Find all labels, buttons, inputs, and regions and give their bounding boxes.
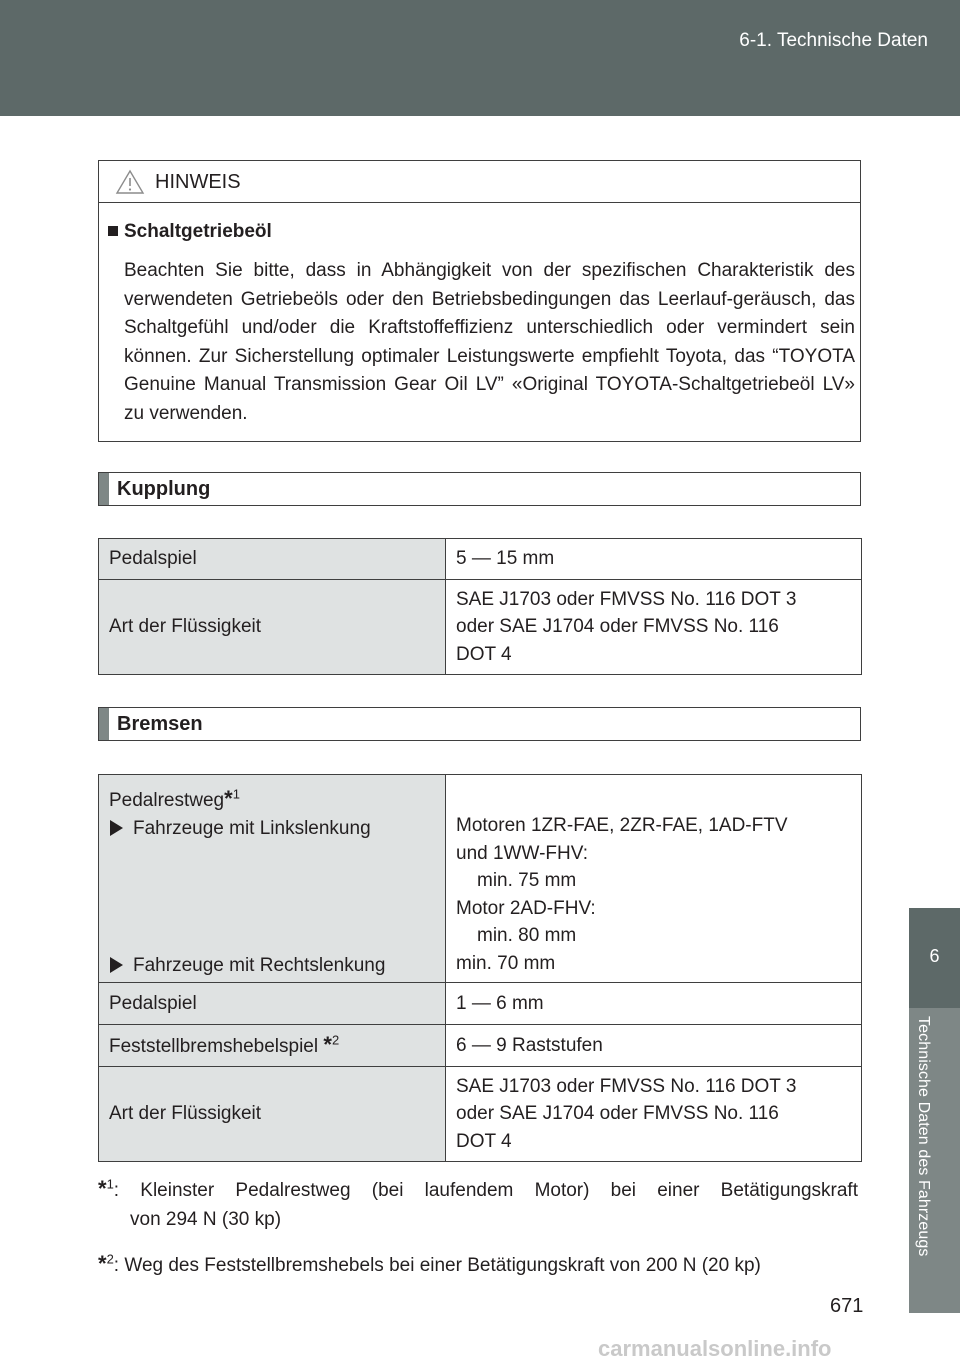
- row-label: Art der Flüssigkeit: [99, 580, 446, 675]
- footnote-number: 1: [106, 1176, 114, 1192]
- footnote-1: [98, 1175, 858, 1234]
- row-value: [446, 1067, 862, 1162]
- value-line: min. 75 mm: [477, 870, 577, 891]
- row-value: 6 — 9 Raststufen: [446, 1025, 862, 1067]
- value-line: SAE J1703 oder FMVSS No. 116 DOT 3: [456, 1075, 797, 1097]
- restweg-label-text: Pedalrestweg: [109, 790, 225, 811]
- table-row: [99, 1067, 862, 1162]
- heading-bar: [99, 473, 109, 505]
- footnote-star: *: [224, 786, 233, 811]
- footnote-ref: 2: [331, 1032, 340, 1048]
- hinweis-subheading: [108, 221, 272, 243]
- value-line: SAE J1703 oder FMVSS No. 116 DOT 3: [456, 588, 797, 610]
- warning-triangle-icon: [115, 169, 145, 195]
- value-line: Motoren 1ZR-FAE, 2ZR-FAE, 1AD-FTV: [456, 815, 788, 836]
- hinweis-box: [98, 160, 861, 442]
- chapter-strip: [909, 1008, 960, 1313]
- arrow-right-icon: [110, 820, 123, 836]
- right-hand-text: Fahrzeuge mit Rechtslenkung: [133, 955, 386, 976]
- table-row: [99, 775, 862, 983]
- bremsen-table: [98, 774, 862, 1162]
- feststell-label-text: Feststellbremshebelspiel: [109, 1035, 324, 1057]
- value-line: min. 70 mm: [456, 952, 556, 974]
- row-label: Pedalspiel: [99, 539, 446, 580]
- footnote-star: *: [98, 1251, 107, 1276]
- hinweis-title: HINWEIS: [155, 171, 241, 193]
- watermark: carmanualsonline.info: [598, 1336, 832, 1361]
- row-label: Art der Flüssigkeit: [99, 1067, 446, 1162]
- row-label: [99, 1025, 446, 1067]
- footnote-1-continuation: von 294 N (30 kp): [130, 1208, 282, 1230]
- left-hand-text: Fahrzeuge mit Linkslenkung: [133, 817, 371, 839]
- heading-kupplung: [98, 472, 861, 506]
- kupplung-table: [98, 538, 862, 675]
- row-value: [446, 580, 862, 675]
- footnote-1-line: [98, 1175, 858, 1206]
- page-header: [0, 0, 960, 116]
- footnote-1-text: : Kleinster Pedalrestweg (bei laufendem Motor) bei einer Betätigungskraft: [113, 1180, 858, 1201]
- table-row: [99, 1025, 862, 1067]
- footnote-2-text: : Weg des Feststellbremshebels bei einer Betätigungskraft von 200 N (20 kp): [113, 1255, 761, 1276]
- value-line: min. 80 mm: [477, 925, 577, 946]
- footnote-star: *: [323, 1031, 332, 1057]
- row-value: [446, 775, 862, 983]
- footnote-number: 2: [106, 1251, 114, 1267]
- value-line: DOT 4: [456, 1130, 512, 1152]
- heading-kupplung-text: Kupplung: [117, 478, 211, 500]
- bullet-square-icon: [108, 226, 118, 236]
- hinweis-subheading-text: Schaltgetriebeöl: [124, 221, 272, 242]
- heading-bar: [99, 708, 109, 740]
- hinweis-body: Beachten Sie bitte, dass in Abhängigkeit von der spezifischen Charakteristik des verwendeten Getriebeöls oder den Betriebsbedingungen das Leerlauf-geräusch, das Schaltgefühl und/oder die Kraftstoffeffizienz unterschiedlich oder vermindert sein können. Zur Sicherstellung optimaler Leistungswerte empfiehlt Toyota, das “TOYOTA Genuine Manual Transmission Gear Oil LV” «Original TOYOTA-Schaltgetriebeöl LV» zu verwenden.: [124, 260, 855, 424]
- table-row: [99, 580, 862, 675]
- value-line: oder SAE J1704 oder FMVSS No. 116: [456, 616, 779, 638]
- hinweis-header: [99, 161, 860, 203]
- left-hand-drive: [109, 815, 435, 843]
- restweg-label: [109, 785, 435, 815]
- table-row: [99, 983, 862, 1025]
- footnote-star: *: [98, 1176, 107, 1201]
- row-label: [99, 775, 446, 983]
- chapter-number: 6: [929, 946, 940, 966]
- value-line: und 1WW-FHV:: [456, 842, 588, 864]
- row-label: Pedalspiel: [99, 983, 446, 1025]
- page-number: 671: [830, 1295, 864, 1317]
- row-value: 5 — 15 mm: [446, 539, 862, 580]
- chapter-label: Technische Daten des Fahrzeugs: [915, 1016, 932, 1257]
- value-line: oder SAE J1704 oder FMVSS No. 116: [456, 1103, 779, 1125]
- footnote-ref: 1: [232, 786, 240, 802]
- arrow-right-icon: [110, 957, 123, 973]
- table-row: [99, 539, 862, 580]
- section-title: 6-1. Technische Daten: [739, 30, 928, 51]
- heading-bremsen: [98, 707, 861, 741]
- value-line: Motor 2AD-FHV:: [456, 897, 596, 919]
- row-value: 1 — 6 mm: [446, 983, 862, 1025]
- footnote-2: [98, 1250, 858, 1281]
- heading-bremsen-text: Bremsen: [117, 713, 203, 735]
- value-line: DOT 4: [456, 643, 512, 665]
- chapter-tab: [909, 908, 960, 1008]
- right-hand-drive: [109, 952, 435, 980]
